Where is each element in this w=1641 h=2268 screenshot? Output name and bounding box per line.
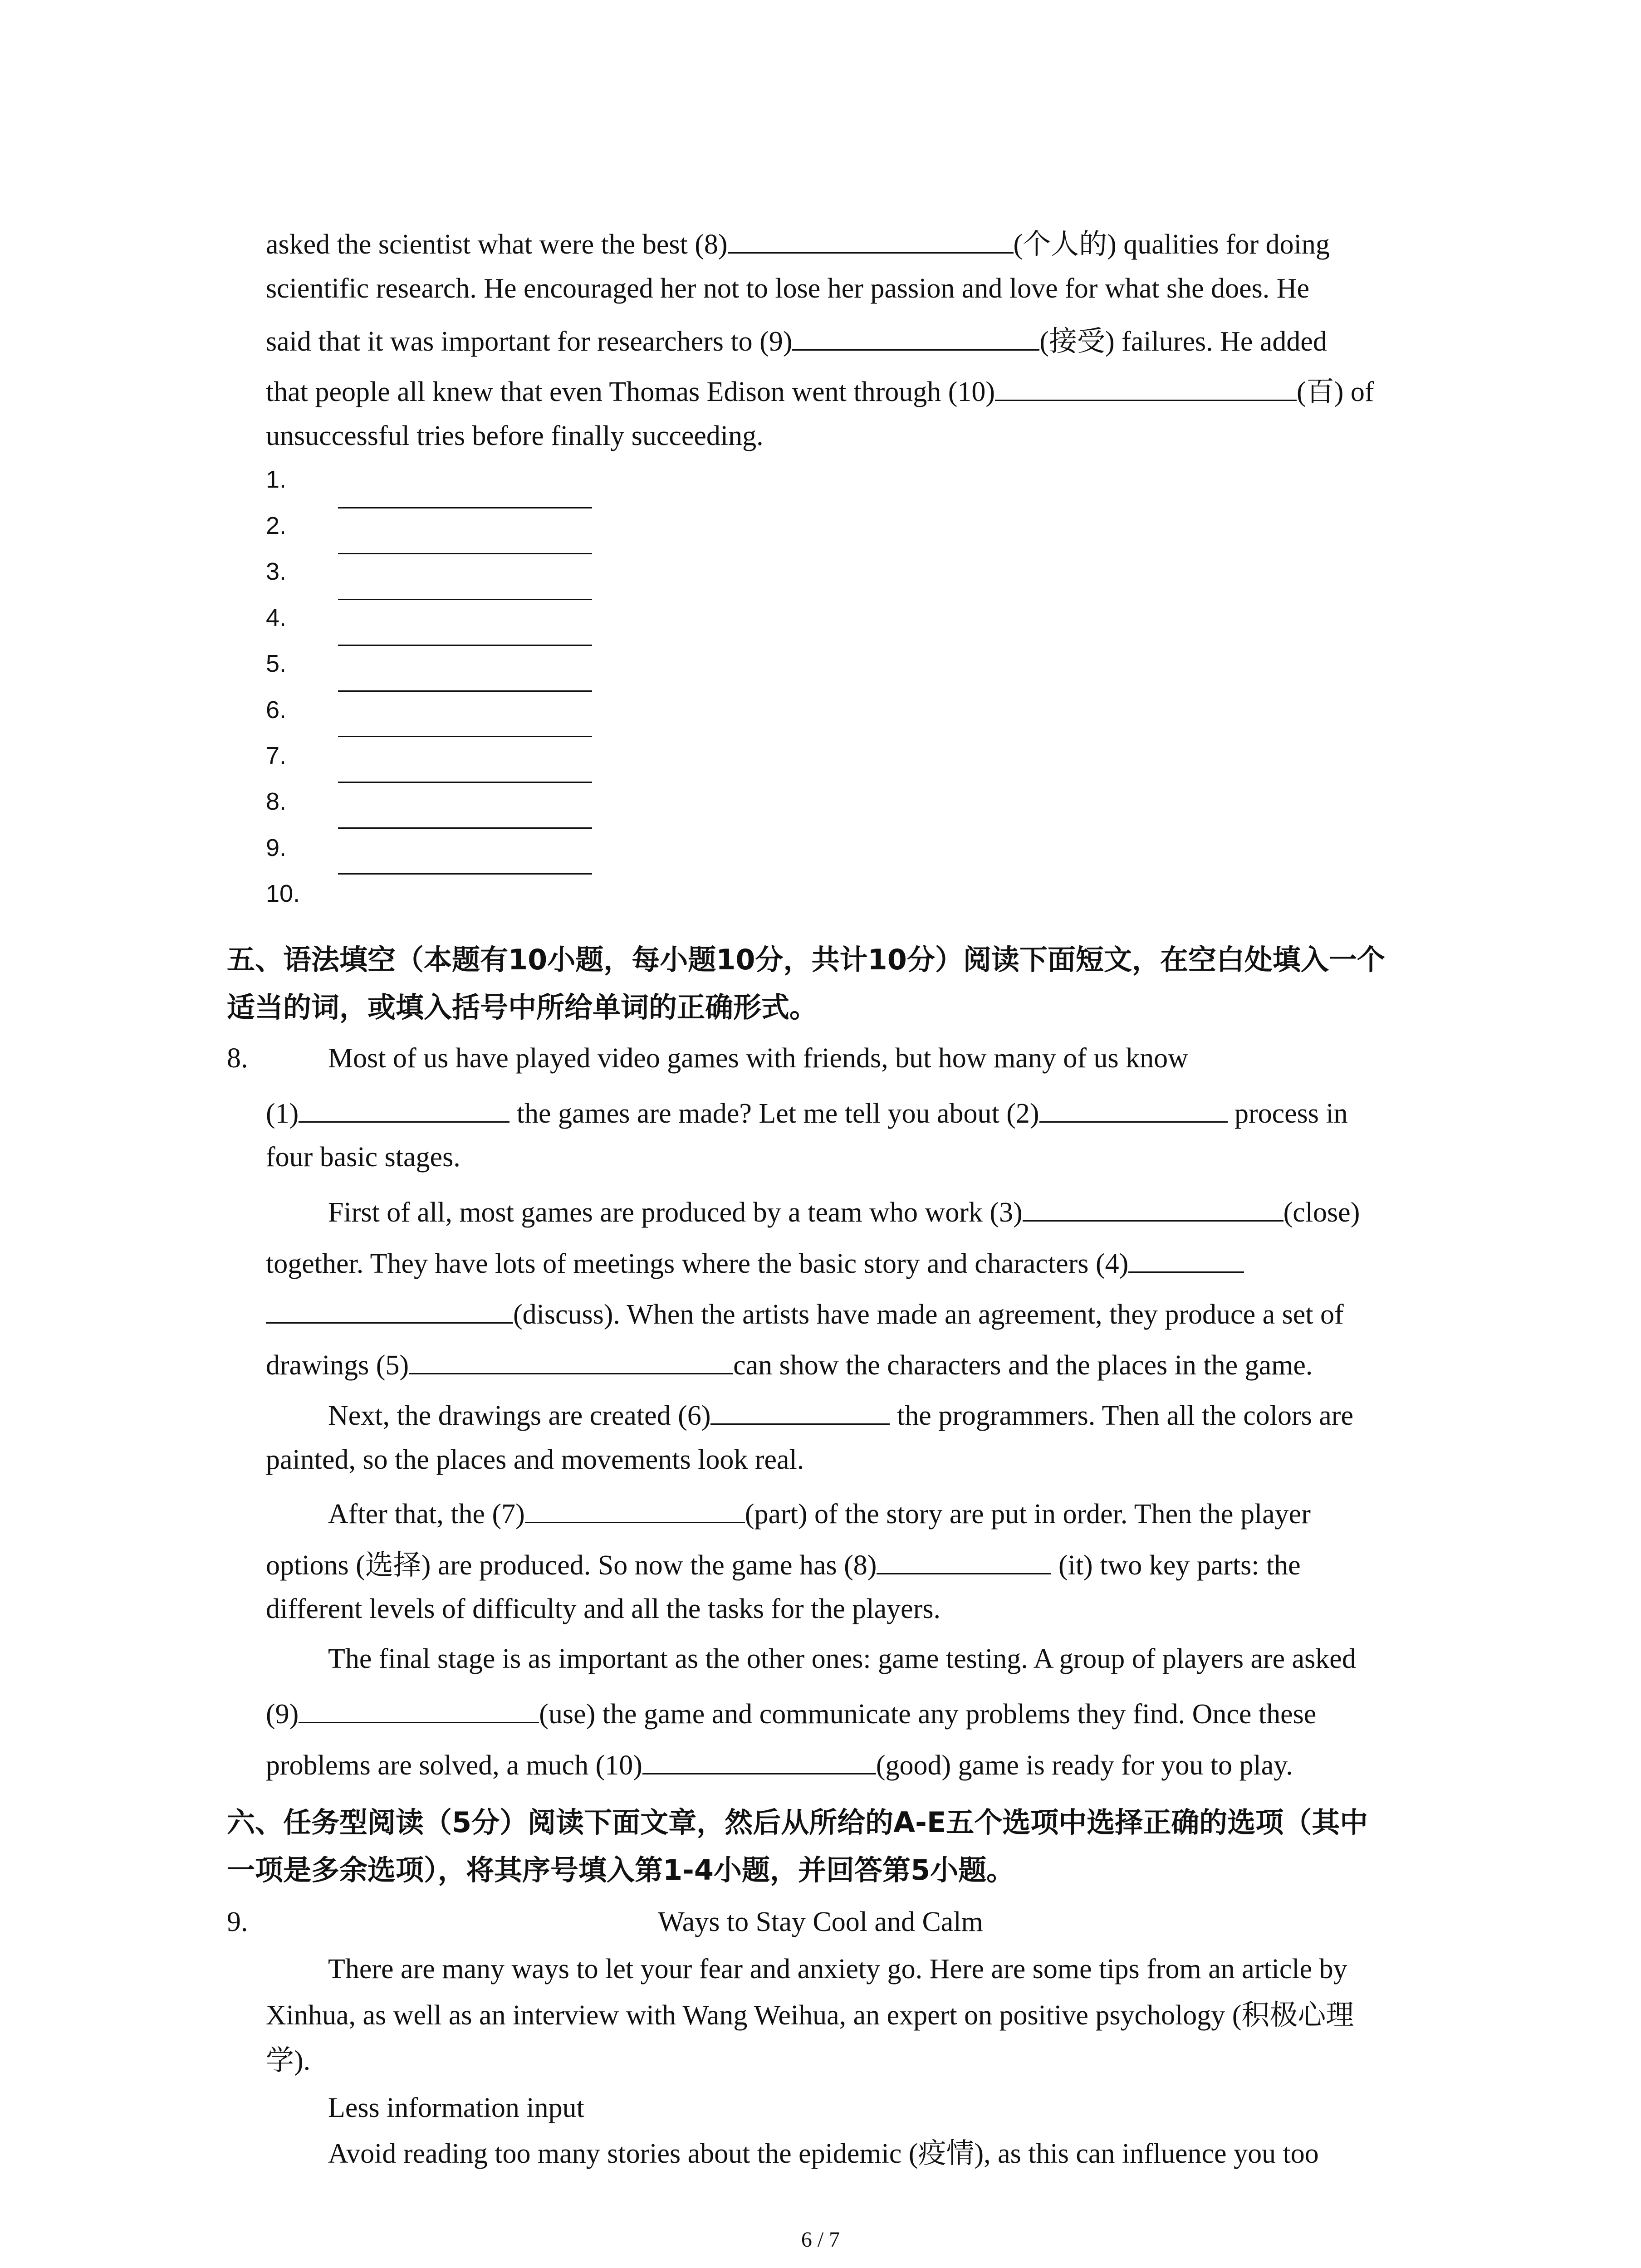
answer-line[interactable] [338,599,592,600]
passage-line-1: asked the scientist what were the best (8) (个人的) qualities for doing [266,226,1330,259]
answer-number: 7. [266,742,287,769]
s5-p4-line-1: After that, the (7) (part) of the story are put in order. Then the player [328,1496,1311,1528]
s5-p1-line-2: (1) the games are made? Let me tell you about (2) process in [266,1095,1348,1128]
page-number: 6 / 7 [801,2228,840,2252]
answer-number: 8. [266,788,287,815]
blank-4b [266,1296,513,1324]
s5-p2-line-4: drawings (5) can show the characters and the places in the game. [266,1347,1313,1379]
blank-9 [792,323,1039,351]
s5-p4-line-3: different levels of difficulty and all the tasks for the players. [266,1593,941,1624]
s6-p1-line-3: 学). [266,2045,311,2076]
s5-p1-line-1: Most of us have played video games with friends, but how many of us know [328,1043,1188,1074]
answer-line[interactable] [338,507,592,508]
blank-3 [1023,1194,1283,1222]
answer-line[interactable] [338,553,592,554]
s6-sub-heading: Less information input [328,2092,584,2123]
passage-line-2: scientific research. He encouraged her not to lose her passion and love for what she does. He [266,273,1310,304]
answer-number: 4. [266,604,287,631]
blank-10 [642,1747,876,1774]
s5-p2-line-3: (discuss). When the artists have made an agreement, they produce a set of [266,1296,1344,1329]
blank-2 [1039,1095,1228,1123]
s5-p5-line-3: problems are solved, a much (10) (good) game is ready for you to play. [266,1747,1293,1779]
section-6-heading-line-1: 六、任务型阅读（5分）阅读下面文章，然后从所给的A-E五个选项中选择正确的选项（其中 [227,1806,1368,1839]
blank-9 [299,1696,539,1723]
section-5-heading-line-2: 适当的词，或填入括号中所给单词的正确形式。 [227,991,818,1024]
answer-line[interactable] [338,645,592,646]
s6-p1-line-2: Xinhua, as well as an interview with Wang Weihua, an expert on positive psychology (积极心理 [266,2000,1354,2031]
passage-line-5: unsuccessful tries before finally succeeding. [266,420,764,451]
blank-5 [409,1347,733,1374]
blank-6 [710,1397,890,1425]
question-number-8: 8. [227,1043,248,1074]
blank-10 [995,373,1297,401]
blank-8 [728,226,1014,254]
s5-p5-line-1: The final stage is as important as the other ones: game testing. A group of players are asked [328,1643,1356,1674]
answer-line[interactable] [338,690,592,692]
passage-line-3: said that it was important for researchers to (9) (接受) failures. He added [266,323,1327,356]
s5-p1-line-3: four basic stages. [266,1142,460,1173]
s5-p2-line-2: together. They have lots of meetings where the basic story and characters (4) [266,1245,1244,1278]
question-number-9: 9. [227,1906,248,1937]
answer-number: 3. [266,558,287,585]
passage-line-4: that people all knew that even Thomas Edison went through (10) (百) of [266,373,1374,406]
answer-number: 1. [266,466,287,493]
s5-p2-line-1: First of all, most games are produced by a team who work (3) (close) [328,1194,1360,1227]
section-5-heading-line-1: 五、语法填空（本题有10小题，每小题10分，共计10分）阅读下面短文，在空白处填入一个 [227,943,1385,976]
answer-line[interactable] [338,827,592,829]
s5-p4-line-2: options (选择) are produced. So now the game has (8) (it) two key parts: the [266,1547,1301,1579]
blank-1 [299,1095,509,1123]
s5-p5-line-2: (9) (use) the game and communicate any problems they find. Once these [266,1696,1316,1728]
answer-number: 10. [266,880,300,907]
blank-8 [877,1547,1051,1574]
s5-p3-line-1: Next, the drawings are created (6) the programmers. Then all the colors are [328,1397,1353,1430]
blank-7 [525,1496,745,1523]
answer-number: 5. [266,650,287,677]
section-6-heading-line-2: 一项是多余选项），将其序号填入第1-4小题，并回答第5小题。 [227,1853,1015,1887]
s5-p3-line-2: painted, so the places and movements look real. [266,1444,804,1475]
answer-number: 9. [266,834,287,861]
answer-number: 6. [266,696,287,723]
blank-4a [1128,1245,1244,1273]
article-title: Ways to Stay Cool and Calm [658,1906,983,1937]
answer-number: 2. [266,512,287,539]
answer-line[interactable] [338,782,592,783]
answer-line[interactable] [338,873,592,875]
answer-line[interactable] [338,736,592,737]
s6-p1-line-1: There are many ways to let your fear and anxiety go. Here are some tips from an article by [328,1954,1347,1984]
s6-p2-line-1: Avoid reading too many stories about the epidemic (疫情), as this can influence you too [328,2138,1319,2169]
